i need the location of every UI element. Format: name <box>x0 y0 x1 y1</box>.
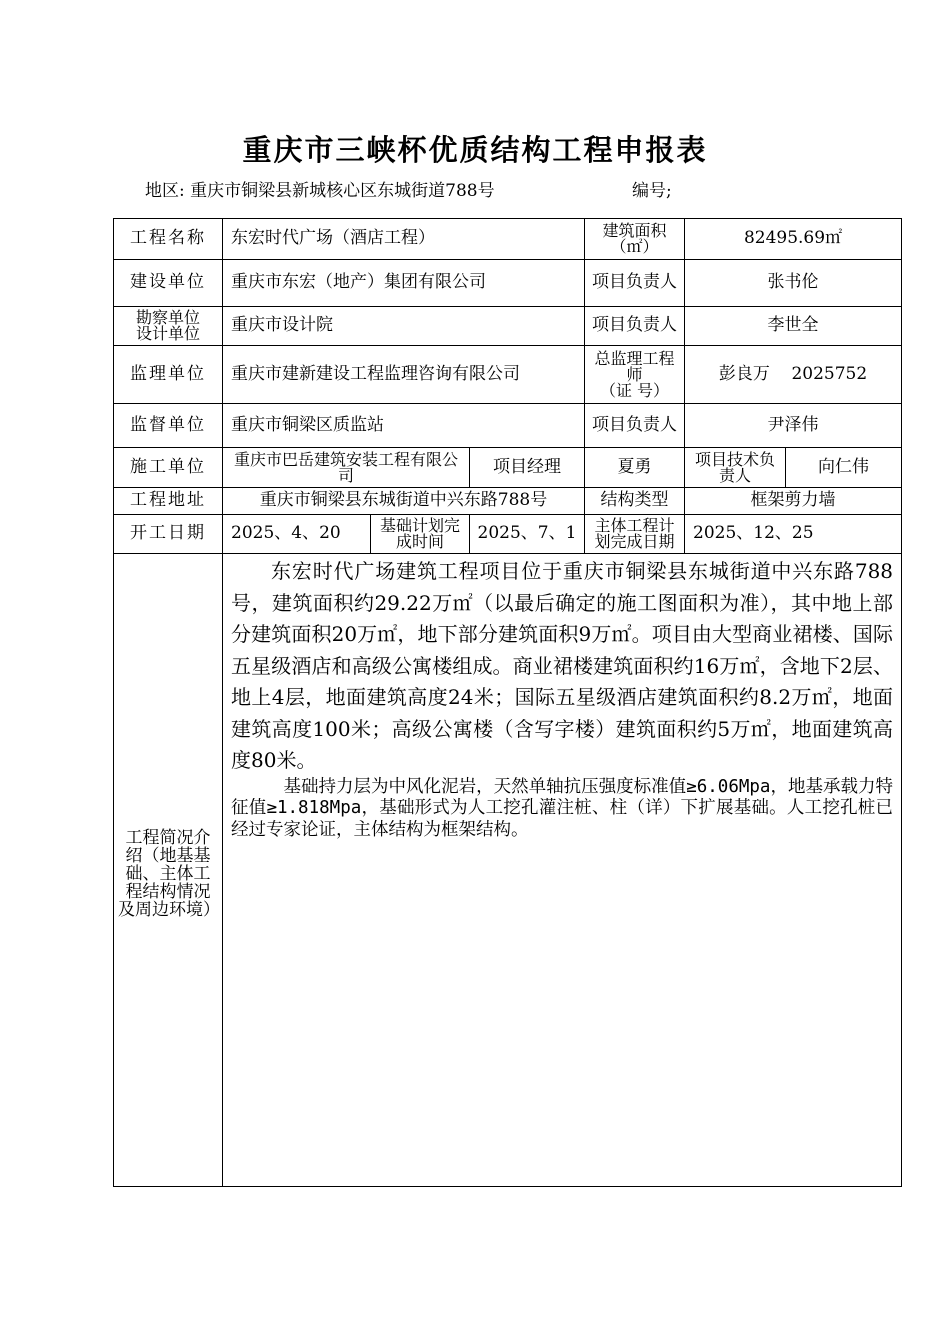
value-inspection: 重庆市铜梁区质监站 <box>223 404 585 448</box>
row-address <box>114 488 902 515</box>
form-title: 重庆市三峡杯优质结构工程申报表 <box>242 133 708 167</box>
overview-content <box>223 554 902 1187</box>
overview-paragraph-1: 东宏时代广场建筑工程项目位于重庆市铜梁县东城街道中兴东路788号，建筑面积约29.22万㎡（以最后确定的施工图面积为准），其中地上部分建筑面积20万㎡，地下部分建筑面积9万㎡。项目由大型商业裙楼、国际五星级酒店和高级公寓楼组成。商业裙楼建筑面积约16万㎡，含地下2层、地上4层，地面建筑高度24米；国际五星级酒店建筑面积约8.2万㎡，地面建筑高度100米；高级公寓楼（含写字楼）建筑面积约5万㎡，地面建筑高度80米。 <box>231 559 894 772</box>
label-survey-design <box>114 307 223 346</box>
value-project-name: 东宏时代广场（酒店工程） <box>223 219 585 260</box>
label-tech-lead: 项目技术负责人 <box>685 448 786 488</box>
value-foundation-completion: 2025、7、1 <box>470 515 585 554</box>
value-construction: 重庆市巴岳建筑安装工程有限公司 <box>223 448 470 488</box>
value-project-manager: 夏勇 <box>585 448 685 488</box>
label-structure-type: 结构类型 <box>585 488 685 515</box>
label-supervision: 监理单位 <box>114 346 223 404</box>
overview-paragraph-2: 基础持力层为中风化泥岩，天然单轴抗压强度标准值≥6.06Mpa，地基承载力特征值≥1.818Mpa，基础形式为人工挖孔灌注桩、柱（详）下扩展基础。人工挖孔桩已经过专家论证，主体结构为框架结构。 <box>231 776 894 840</box>
label-inspection-lead: 项目负责人 <box>585 404 685 448</box>
row-survey-design <box>114 307 902 346</box>
label-main-completion: 主体工程计划完成日期 <box>585 515 685 554</box>
label-design-line: 设计单位 <box>135 324 200 343</box>
label-builder: 建设单位 <box>114 260 223 307</box>
code-label: 编号; <box>632 181 672 201</box>
label-project-manager: 项目经理 <box>470 448 585 488</box>
row-inspection <box>114 404 902 448</box>
label-chief-line3: （证 号） <box>599 380 670 400</box>
label-survey-lead: 项目负责人 <box>585 307 685 346</box>
region-line: 地区: 重庆市铜梁县新城核心区东城街道788号 <box>145 181 495 201</box>
label-chief-line1: 总监理工程 <box>594 348 675 368</box>
value-supervision: 重庆市建新建设工程监理咨询有限公司 <box>223 346 585 404</box>
value-address: 重庆市铜梁县东城街道中兴东路788号 <box>223 488 585 515</box>
value-building-area: 82495.69㎡ <box>685 219 902 260</box>
label-foundation-completion: 基础计划完成时间 <box>371 515 470 554</box>
row-construction <box>114 448 902 488</box>
value-builder-lead: 张书伦 <box>685 260 902 307</box>
label-inspection: 监督单位 <box>114 404 223 448</box>
value-builder: 重庆市东宏（地产）集团有限公司 <box>223 260 585 307</box>
row-project-name <box>114 219 902 260</box>
label-project-name: 工程名称 <box>114 219 223 260</box>
row-builder <box>114 260 902 307</box>
value-survey-design: 重庆市设计院 <box>223 307 585 346</box>
label-construction: 施工单位 <box>114 448 223 488</box>
label-survey-line: 勘察单位 <box>135 308 200 327</box>
label-start-date: 开工日期 <box>114 515 223 554</box>
label-overview: 工程简况介 绍（地基基础、主体工程结构情况及周边环境） <box>114 554 223 1187</box>
application-form-table <box>113 218 902 1187</box>
value-structure-type: 框架剪力墙 <box>685 488 902 515</box>
label-builder-lead: 项目负责人 <box>585 260 685 307</box>
value-start-date: 2025、4、20 <box>223 515 371 554</box>
row-dates <box>114 515 902 554</box>
value-tech-lead: 向仁伟 <box>786 448 902 488</box>
value-survey-lead: 李世全 <box>685 307 902 346</box>
row-overview <box>114 554 902 1187</box>
value-chief-supervisor: 彭良万 2025752 <box>685 346 902 404</box>
value-main-completion: 2025、12、25 <box>685 515 902 554</box>
label-building-area: 建筑面积（㎡） <box>585 219 685 260</box>
label-address: 工程地址 <box>114 488 223 515</box>
label-chief-supervisor <box>585 346 685 404</box>
label-chief-line2: 师 <box>626 364 643 384</box>
row-supervision <box>114 346 902 404</box>
value-inspection-lead: 尹泽伟 <box>685 404 902 448</box>
